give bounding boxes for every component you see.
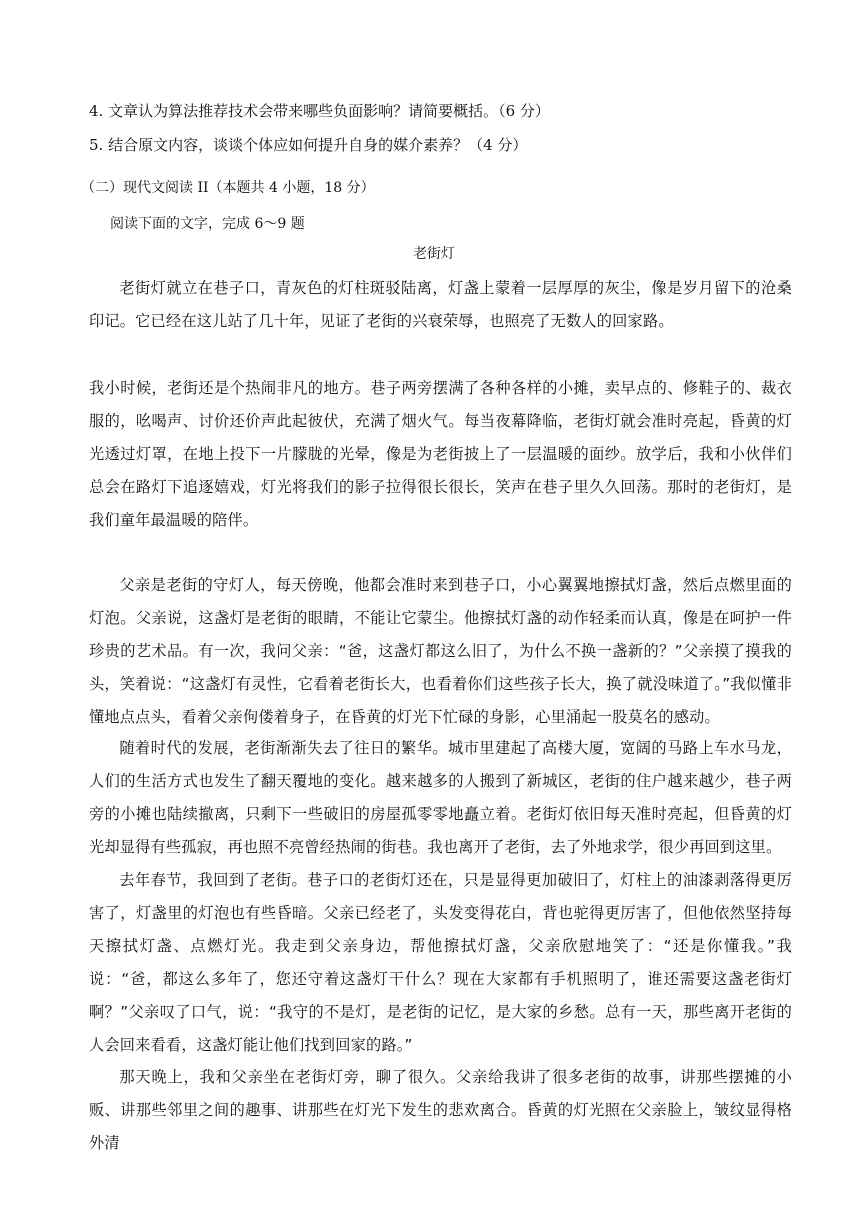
question-5: 5. 结合原文内容，谈谈个体应如何提升自身的媒介素养？（4 分） xyxy=(89,136,528,154)
paragraph-1: 老街灯就立在巷子口，青灰色的灯柱斑驳陆离，灯盏上蒙着一层厚厚的灰尘，像是岁月留下的沧桑印记。它已经在这儿站了几十年，见证了老街的兴衰荣辱，也照亮了无数人的回家路。 xyxy=(89,279,792,330)
section-title: （二）现代文阅读 II（本题共 4 小题，18 分） xyxy=(81,180,375,196)
article-title: 老街灯 xyxy=(413,246,455,262)
reading-instruction: 阅读下面的文字，完成 6～9 题 xyxy=(110,216,305,232)
paragraph-3: 父亲是老街的守灯人，每天傍晚，他都会准时来到巷子口，小心翼翼地擦拭灯盏，然后点燃里面的灯泡。父亲说，这盏灯是老街的眼睛，不能让它蒙尘。他擦拭灯盏的动作轻柔而认真，像是在呵护一件珍贵的艺术品。有一次，我问父亲：“爸，这盏灯都这么旧了，为什么不换一盏新的？”父亲摸了摸我的头，笑着说：“这盏灯有灵性，它看着老街长大，也看着你们这些孩子长大，换了就没味道了。”我似懂非懂地点点头，看着父亲佝偻着身子，在昏黄的灯光下忙碌的身影，心里涌起一股莫名的感动。 xyxy=(89,576,792,726)
question-4: 4. 文章认为算法推荐技术会带来哪些负面影响？请简要概括。（6 分） xyxy=(89,102,550,120)
paragraph-6: 那天晚上，我和父亲坐在老街灯旁，聊了很久。父亲给我讲了很多老街的故事，讲那些摆摊的小贩、讲那些邻里之间的趣事、讲那些在灯光下发生的悲欢离合。昏黄的灯光照在父亲脸上，皱纹显得格外清 xyxy=(89,1068,792,1152)
paragraph-4: 随着时代的发展，老街渐渐失去了往日的繁华。城市里建起了高楼大厦，宽阔的马路上车水马龙，人们的生活方式也发生了翻天覆地的变化。越来越多的人搬到了新城区，老街的住户越来越少，巷子两旁的小摊也陆续撤离，只剩下一些破旧的房屋孤零零地矗立着。老街灯依旧每天准时亮起，但昏黄的灯光却显得有些孤寂，再也照不亮曾经热闹的街巷。我也离开了老街，去了外地求学，很少再回到这里。 xyxy=(89,739,792,856)
paragraph-2: 我小时候，老街还是个热闹非凡的地方。巷子两旁摆满了各种各样的小摊，卖早点的、修鞋子的、裁衣服的，吆喝声、讨价还价声此起彼伏，充满了烟火气。每当夜幕降临，老街灯就会准时亮起，昏黄的灯光透过灯罩，在地上投下一片朦胧的光晕，像是为老街披上了一层温暖的面纱。放学后，我和小伙伴们总会在路灯下追逐嬉戏，灯光将我们的影子拉得很长很长，笑声在巷子里久久回荡。那时的老街灯，是我们童年最温暖的陪伴。 xyxy=(89,379,792,529)
paragraph-5: 去年春节，我回到了老街。巷子口的老街灯还在，只是显得更加破旧了，灯柱上的油漆剥落得更厉害了，灯盏里的灯泡也有些昏暗。父亲已经老了，头发变得花白，背也驼得更厉害了，但他依然坚持每天擦拭灯盏、点燃灯光。我走到父亲身边，帮他擦拭灯盏，父亲欣慰地笑了：“还是你懂我。”我说：“爸，都这么多年了，您还守着这盏灯干什么？现在大家都有手机照明了，谁还需要这盏老街灯啊？”父亲叹了口气，说：“我守的不是灯，是老街的记忆，是大家的乡愁。总有一天，那些离开老街的人会回来看看，这盏灯能让他们找到回家的路。” xyxy=(89,871,792,1054)
